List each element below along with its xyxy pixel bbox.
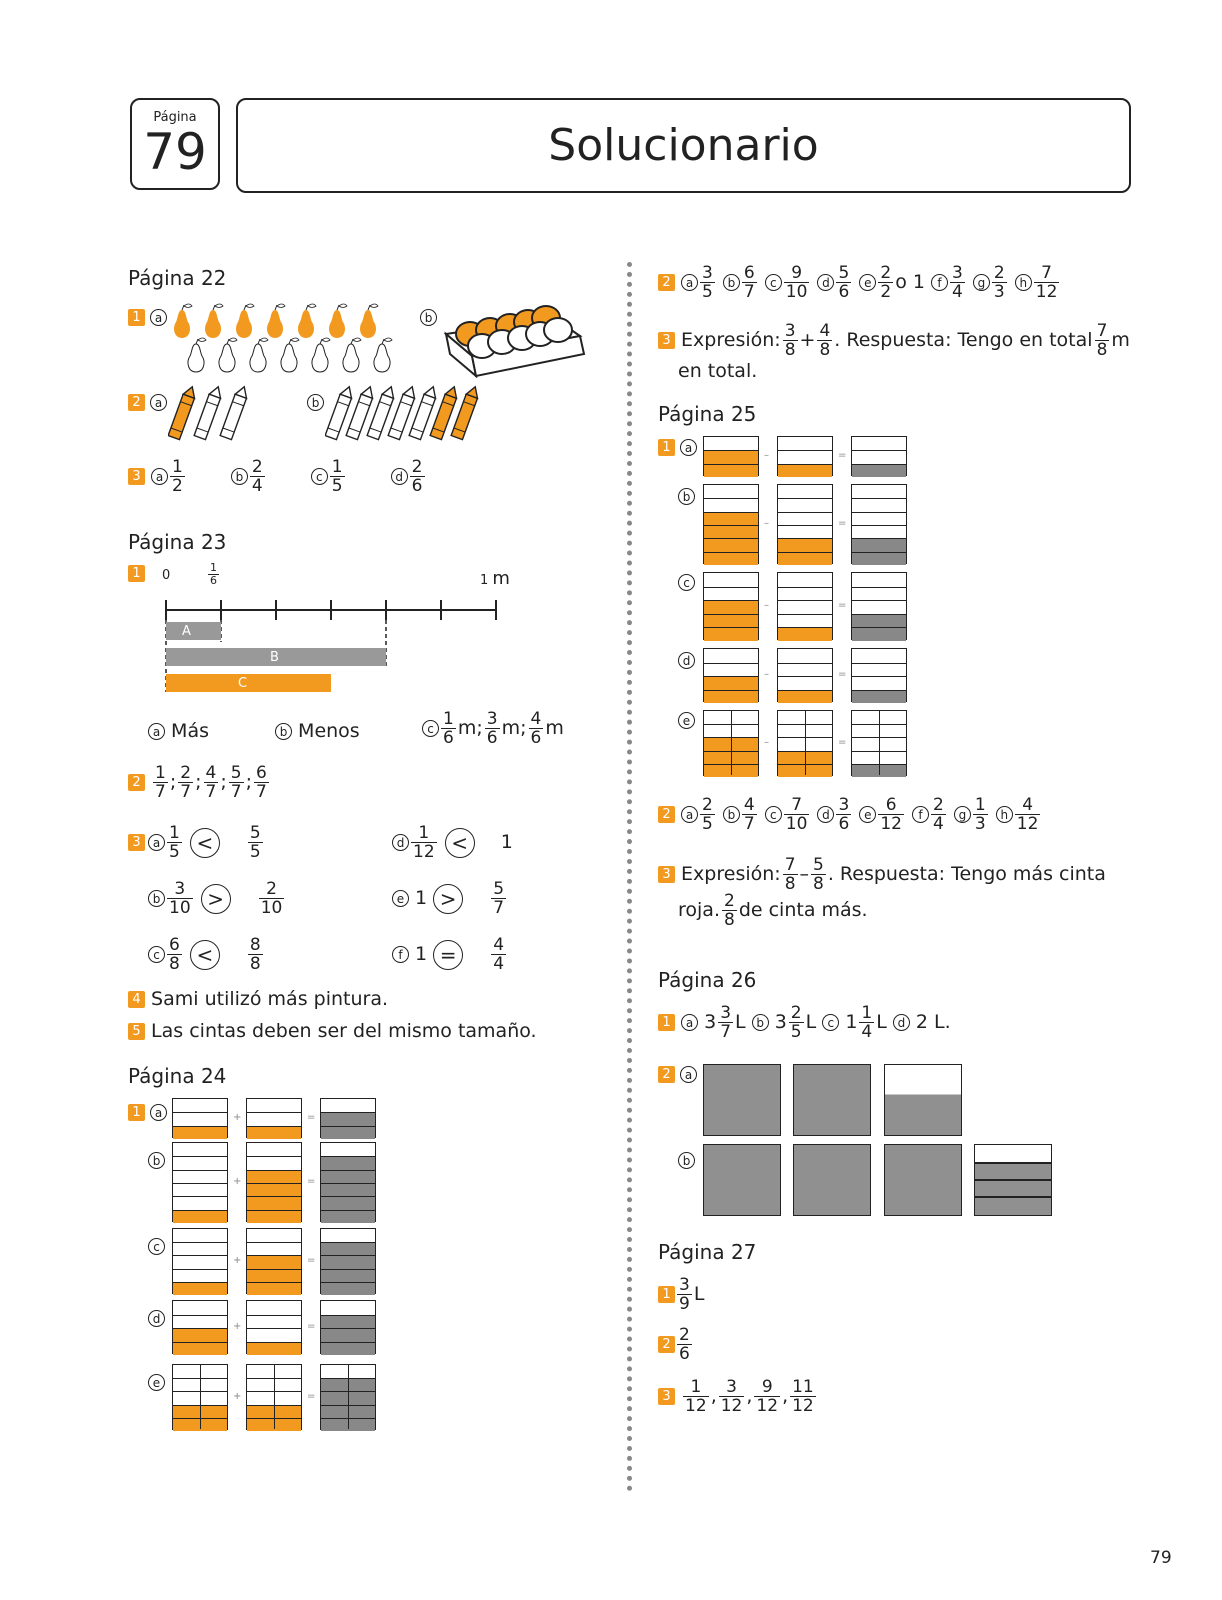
- q2-top: 2 a $\frac{3}{5}$ b $\frac{6}{7}$ c $\frac{9}{10}$ d $\frac{5}{6}$ e $\frac{2}{2}$ o 1 f $\frac{3}{4}$ g $\frac{2}{3}$ h $\frac{7}{12}$: [658, 264, 1061, 301]
- operator-sign: =: [307, 1391, 316, 1402]
- p24-grid-left: [172, 1098, 228, 1138]
- operator-sign: =: [307, 1176, 316, 1187]
- p24-grid-left: [172, 1300, 228, 1354]
- p24-grid-left: [172, 1228, 228, 1294]
- p25-grid-left: [703, 710, 759, 776]
- p24-grid-left: [172, 1364, 228, 1430]
- p24-label-d: d: [148, 1308, 165, 1327]
- p24-grid-result: [320, 1364, 376, 1430]
- operator-sign: +: [233, 1112, 242, 1123]
- operator-sign: =: [307, 1255, 316, 1266]
- p23-q1b: b Menos: [275, 720, 360, 742]
- q3-top-line2: en total.: [678, 360, 758, 382]
- operator-sign: +: [233, 1176, 242, 1187]
- p25-grid-left: [703, 648, 759, 702]
- cmp-b: b $\frac{3}{10}$ > $\frac{2}{10}$: [148, 880, 286, 917]
- p25-grid-result: [851, 710, 907, 776]
- p23-q1-label: 1: [128, 563, 145, 582]
- operator-sign: +: [233, 1391, 242, 1402]
- p25-label-c: c: [678, 572, 695, 591]
- p25-q3-line2: roja. $\frac{2}{8}$ de cinta más.: [678, 891, 868, 930]
- heading-p23: Página 23: [128, 530, 227, 554]
- footer-page-number: 79: [1150, 1548, 1172, 1568]
- page-number: 79: [143, 123, 207, 181]
- p23-q5: 5 Las cintas deben ser del mismo tamaño.: [128, 1020, 537, 1042]
- heading-p24: Página 24: [128, 1064, 227, 1088]
- page-label: Página: [153, 110, 197, 125]
- q1-label: 1 a: [128, 307, 167, 326]
- p27-q3: 3 $\frac{1}{12}$ , $\frac{3}{12}$ , $\frac{9}{12}$ , $\frac{11}{12}$: [658, 1378, 818, 1415]
- heading-p25: Página 25: [658, 402, 757, 426]
- operator-sign: +: [233, 1255, 242, 1266]
- operator-sign: –: [764, 669, 769, 680]
- p27-q2: 2 $\frac{2}{6}$: [658, 1326, 694, 1363]
- p23-q2: 2 $\frac{1}{7}$ ; $\frac{2}{7}$ ; $\frac{4}{7}$ ; $\frac{5}{7}$ ; $\frac{6}{7}$: [128, 764, 271, 801]
- operator-sign: –: [764, 450, 769, 461]
- p24-label-c: c: [148, 1236, 165, 1255]
- p26-square-b3: [884, 1144, 962, 1216]
- p25-label-d: d: [678, 650, 695, 669]
- p23-q3-label: 3: [128, 832, 145, 851]
- operator-sign: =: [838, 450, 847, 461]
- p25-grid-left: [703, 484, 759, 564]
- bar-a-label: A: [182, 624, 191, 639]
- p25-grid-result: [851, 572, 907, 640]
- cmp-e: e 1 > $\frac{5}{7}$: [392, 880, 508, 917]
- p24-grid-result: [320, 1142, 376, 1222]
- operator-sign: +: [233, 1321, 242, 1332]
- heading-p27: Página 27: [658, 1240, 757, 1264]
- cmp-c: c $\frac{6}{8}$ < $\frac{8}{8}$: [148, 936, 265, 973]
- p23-q1c: c $\frac{1}{6}$ m; $\frac{3}{6}$ m; $\frac{4}{6}$ m: [422, 710, 564, 747]
- p25-grid-left: [703, 572, 759, 640]
- pears-illustration: [172, 302, 402, 378]
- operator-sign: –: [764, 600, 769, 611]
- egg-carton-illustration: [440, 296, 590, 378]
- p26-square-a3: [884, 1064, 962, 1136]
- page-number-box: [130, 98, 220, 190]
- crayons-a-illustration: [168, 385, 258, 447]
- page-title: Solucionario: [236, 98, 1131, 193]
- p26-square-b1: [703, 1144, 781, 1216]
- p26-square-a1: [703, 1064, 781, 1136]
- column-divider: [627, 262, 632, 1492]
- p26-q2-label: 2 a: [658, 1064, 697, 1083]
- p23-q4: 4 Sami utilizó más pintura.: [128, 988, 388, 1010]
- q3-top: 3 Expresión: $\frac{3}{8}$ + $\frac{4}{8}$ . Respuesta: Tengo en total $\frac{7}{8}$ m: [658, 322, 1130, 359]
- p26-q1: 1 a 3 $\frac{3}{7}$ L b 3 $\frac{2}{5}$ L c 1 $\frac{1}{4}$ L d 2 L.: [658, 1004, 951, 1041]
- p26-square-b4: [974, 1144, 1052, 1216]
- ruler-end: 1 m: [480, 568, 510, 589]
- p24-label-e: e: [148, 1372, 165, 1391]
- p25-label-b: b: [678, 486, 695, 505]
- crayons-b-illustration: [325, 385, 485, 447]
- p24-grid-middle: [246, 1142, 302, 1222]
- p25-grid-middle: [777, 648, 833, 702]
- bar-b-label: B: [270, 650, 279, 665]
- ruler-zero: 0: [162, 568, 171, 583]
- operator-sign: –: [764, 518, 769, 529]
- operator-sign: –: [764, 737, 769, 748]
- heading-p26: Página 26: [658, 968, 757, 992]
- operator-sign: =: [838, 737, 847, 748]
- heading-p22: Página 22: [128, 266, 227, 290]
- operator-sign: =: [838, 518, 847, 529]
- p22-q3: 3 a $\frac{1}{2}$ b $\frac{2}{4}$ c $\frac{1}{5}$ d $\frac{2}{6}$: [128, 458, 427, 495]
- p25-grid-left: [703, 436, 759, 476]
- p24-grid-result: [320, 1300, 376, 1354]
- p24-grid-result: [320, 1228, 376, 1294]
- p26-square-b2: [793, 1144, 871, 1216]
- ruler-diagram: [160, 596, 500, 706]
- p26-q2b-label: b: [678, 1150, 695, 1169]
- p25-label-e: e: [678, 710, 695, 729]
- p24-grid-left: [172, 1142, 228, 1222]
- cmp-d: d $\frac{1}{12}$ < 1: [392, 824, 513, 861]
- p26-square-a2: [793, 1064, 871, 1136]
- p25-grid-middle: [777, 436, 833, 476]
- p24-grid-middle: [246, 1098, 302, 1138]
- p25-grid-result: [851, 484, 907, 564]
- p25-grid-middle: [777, 710, 833, 776]
- p24-grid-middle: [246, 1228, 302, 1294]
- p25-q1-label: 1 a: [658, 437, 697, 456]
- p25-grid-result: [851, 436, 907, 476]
- operator-sign: =: [838, 669, 847, 680]
- q2-label: 2 a: [128, 392, 167, 411]
- p25-q2: 2 a $\frac{2}{5}$ b $\frac{4}{7}$ c $\frac{7}{10}$ d $\frac{3}{6}$ e $\frac{6}{12}$ f $\frac{2}{4}$ g $\frac{1}{3}$ h $\frac{4}{12}$: [658, 796, 1042, 833]
- q1b-label: b: [420, 307, 437, 326]
- cmp-a: a $\frac{1}{5}$ < $\frac{5}{5}$: [148, 824, 265, 861]
- p23-q1a: a Más: [148, 720, 209, 742]
- ruler-sixth: $\frac{1}{6}$: [210, 561, 217, 587]
- operator-sign: =: [838, 600, 847, 611]
- p25-grid-result: [851, 648, 907, 702]
- operator-sign: =: [307, 1112, 316, 1123]
- p25-grid-middle: [777, 572, 833, 640]
- p24-label-b: b: [148, 1150, 165, 1169]
- p24-q1-label: 1 a: [128, 1102, 167, 1121]
- cmp-f: f 1 = $\frac{4}{4}$: [392, 936, 508, 973]
- p24-grid-middle: [246, 1364, 302, 1430]
- p24-grid-middle: [246, 1300, 302, 1354]
- p27-q1: 1 $\frac{3}{9}$ L: [658, 1276, 704, 1313]
- p24-grid-result: [320, 1098, 376, 1138]
- p25-q3: 3 Expresión: $\frac{7}{8}$ – $\frac{5}{8}$ . Respuesta: Tengo más cinta: [658, 856, 1106, 893]
- q2b-label: b: [307, 392, 324, 411]
- operator-sign: =: [307, 1321, 316, 1332]
- p25-grid-middle: [777, 484, 833, 564]
- bar-c-label: C: [238, 676, 248, 691]
